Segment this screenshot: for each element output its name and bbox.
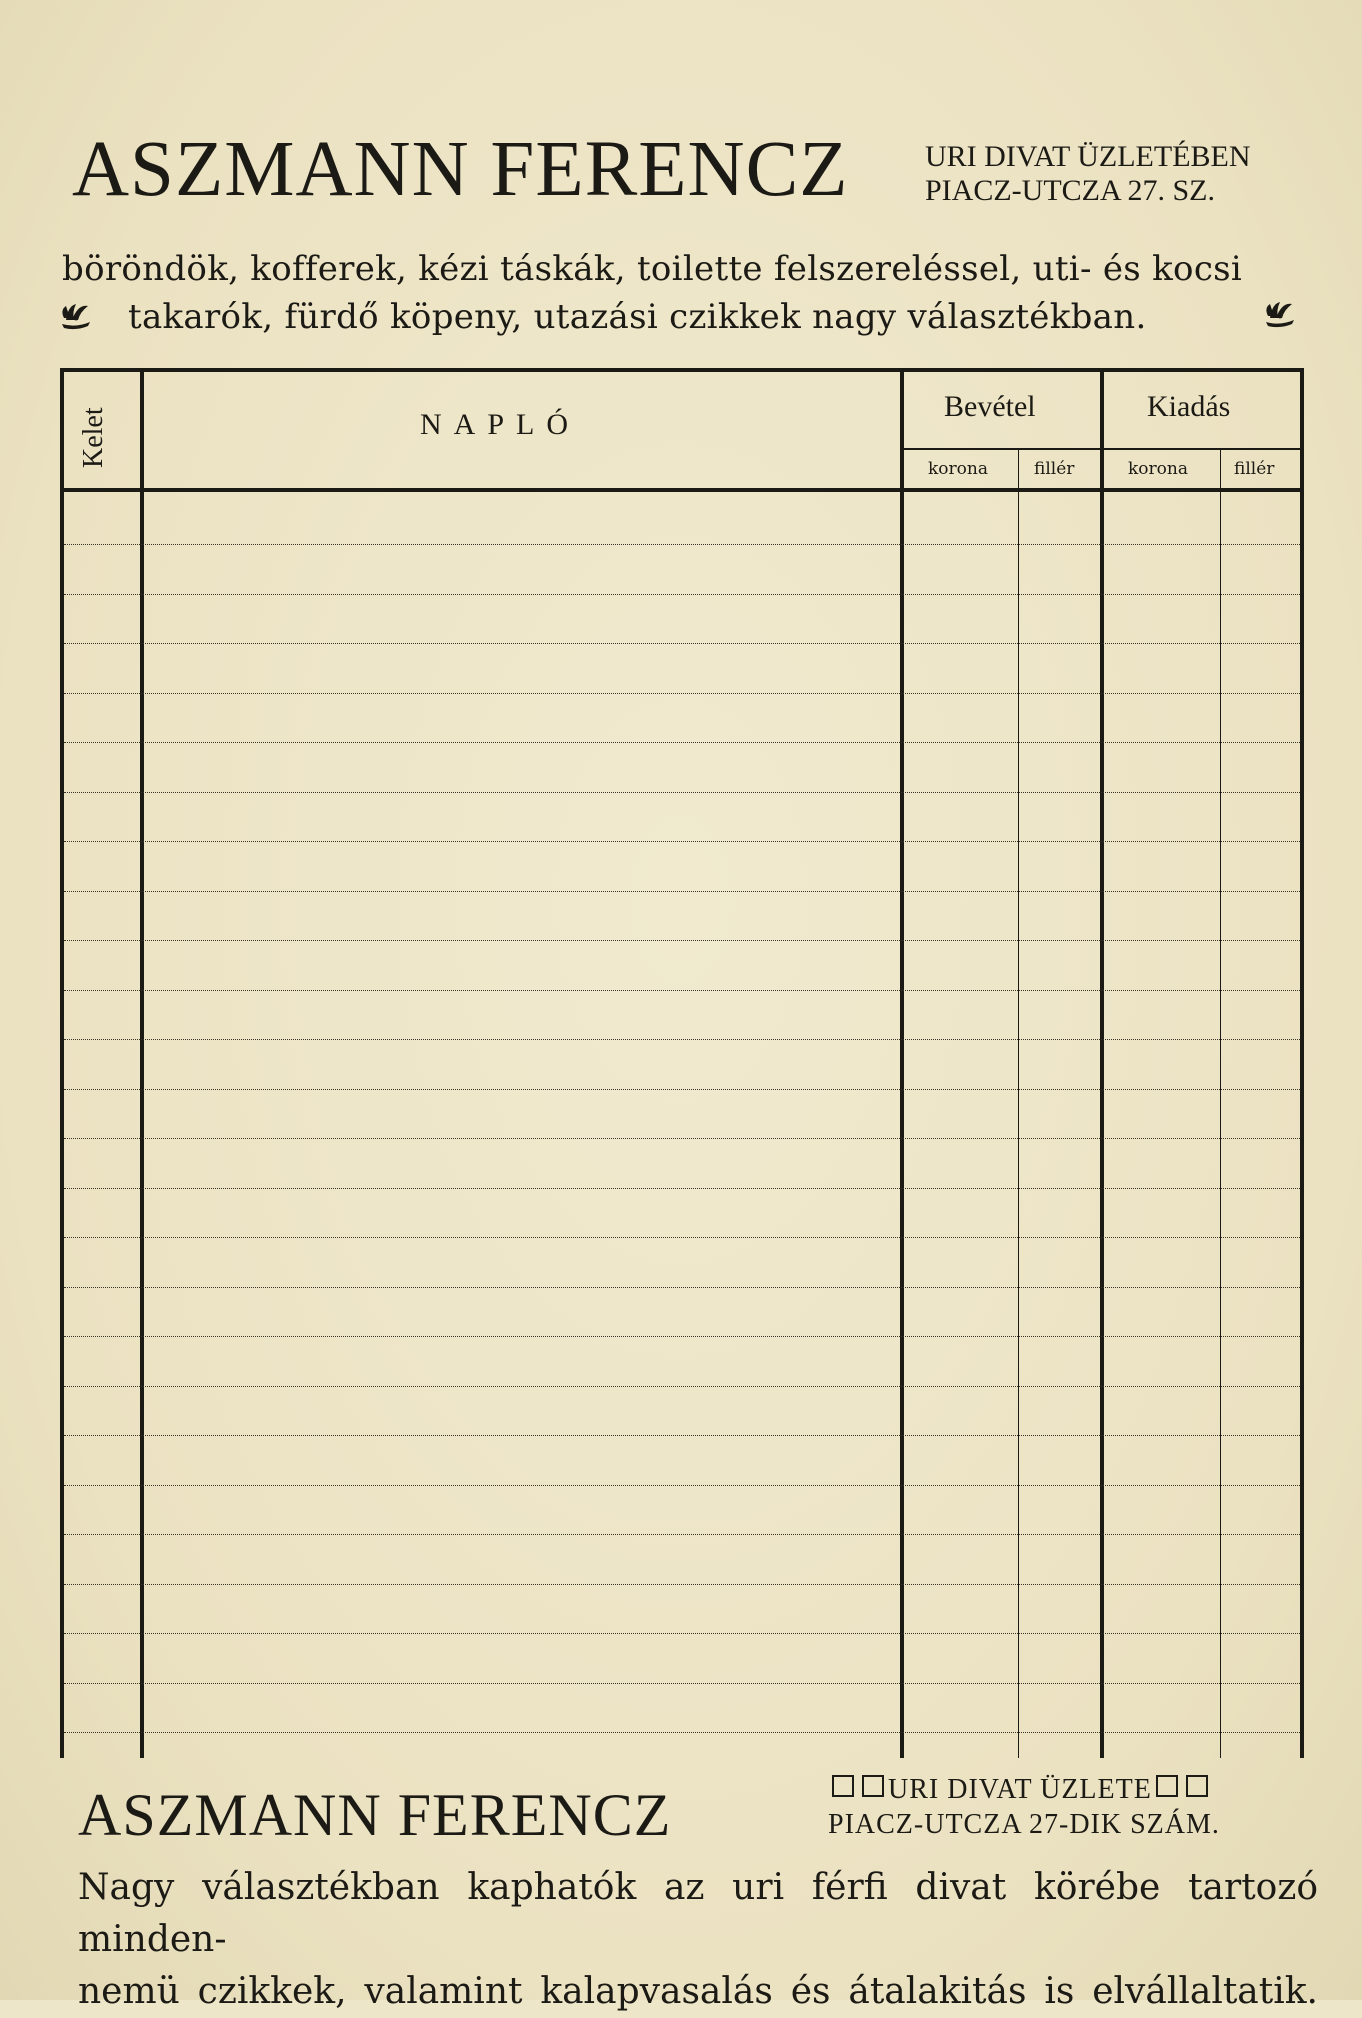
ledger-row-rule	[64, 1039, 1300, 1040]
footer-side-line1	[828, 1772, 1220, 1807]
ledger-row-rule	[64, 1138, 1300, 1139]
ledger-row-rule	[64, 1732, 1300, 1733]
ledger-subheader-border	[900, 448, 1300, 450]
column-income-header: Bevétel	[944, 390, 1036, 423]
square-ornament-icon	[862, 1775, 884, 1797]
ledger-row-rule	[64, 1485, 1300, 1486]
footer-side-line2: PIACZ-UTCZA 27-DIK SZÁM.	[828, 1809, 1220, 1840]
ledger-header-border	[60, 488, 1304, 492]
header-address	[925, 140, 1251, 208]
ledger-row-rule	[64, 1287, 1300, 1288]
ledger-left-border	[60, 368, 64, 1758]
header-side-line1: URI DIVAT ÜZLETÉBEN	[925, 140, 1251, 173]
square-ornament-icon	[1156, 1775, 1178, 1797]
floral-ornament-icon	[1262, 296, 1298, 336]
ledger-row-rule	[64, 940, 1300, 941]
footer-para-line1: Nagy választékban kaphatók az uri férfi divat körébe tartozó minden-	[78, 1867, 1318, 1960]
footer-side-text1: URI DIVAT ÜZLETE	[888, 1774, 1152, 1805]
ledger-row-rule	[64, 594, 1300, 595]
expense-filler-divider	[1220, 450, 1221, 1758]
income-filler-divider	[1018, 450, 1019, 1758]
square-ornament-icon	[1186, 1775, 1208, 1797]
header-desc-line2: takarók, fürdő köpeny, utazási czikkek nagy választékban.	[128, 297, 1147, 337]
header-shop-name: ASZMANN FERENCZ	[72, 126, 849, 213]
ledger-row-rule	[64, 544, 1300, 545]
income-korona-header: korona	[928, 459, 988, 479]
ledger-top-border	[60, 368, 1304, 372]
ledger-row-rule	[64, 1435, 1300, 1436]
ledger-row-rule	[64, 1188, 1300, 1189]
ledger-income-divider	[900, 368, 904, 1758]
ledger-row-rule	[64, 1336, 1300, 1337]
ledger-right-border	[1300, 368, 1304, 1758]
ledger-row-rule	[64, 1683, 1300, 1684]
ledger-row-rule	[64, 792, 1300, 793]
ledger-row-rule	[64, 643, 1300, 644]
ledger-row-rule	[64, 1386, 1300, 1387]
square-ornament-icon	[832, 1775, 854, 1797]
footer-address	[828, 1772, 1220, 1842]
ledger-row-rule	[64, 1633, 1300, 1634]
floral-ornament-icon	[58, 298, 94, 338]
ledger-row-rule	[64, 1584, 1300, 1585]
ledger-row-rule	[64, 841, 1300, 842]
header-desc-line1: böröndök, kofferek, kézi táskák, toilette felszereléssel, uti- és kocsi	[62, 249, 1243, 289]
ledger-row-rule	[64, 1089, 1300, 1090]
footer-shop-name: ASZMANN FERENCZ	[78, 1782, 672, 1848]
footer-paragraph	[78, 1862, 1318, 2018]
income-filler-header: fillér	[1034, 459, 1075, 479]
expense-filler-header: fillér	[1234, 459, 1275, 479]
header-side-line2: PIACZ-UTCZA 27. SZ.	[925, 174, 1216, 207]
ledger-row-rule	[64, 1237, 1300, 1238]
footer-para-line2: nemü czikkek, valamint kalapvasalás és átalakitás is elvállaltatik.	[78, 1971, 1318, 2012]
ledger-table	[60, 368, 1304, 1758]
column-date-header: Kelet	[78, 407, 109, 468]
ledger-row-rule	[64, 742, 1300, 743]
ledger-expense-divider	[1100, 368, 1104, 1758]
ledger-date-divider	[140, 368, 144, 1758]
column-journal-header: NAPLÓ	[420, 408, 581, 441]
ledger-row-rule	[64, 693, 1300, 694]
expense-korona-header: korona	[1128, 459, 1188, 479]
ledger-row-rule	[64, 1534, 1300, 1535]
column-expense-header: Kiadás	[1147, 390, 1231, 423]
ledger-row-rule	[64, 891, 1300, 892]
ledger-row-rule	[64, 990, 1300, 991]
